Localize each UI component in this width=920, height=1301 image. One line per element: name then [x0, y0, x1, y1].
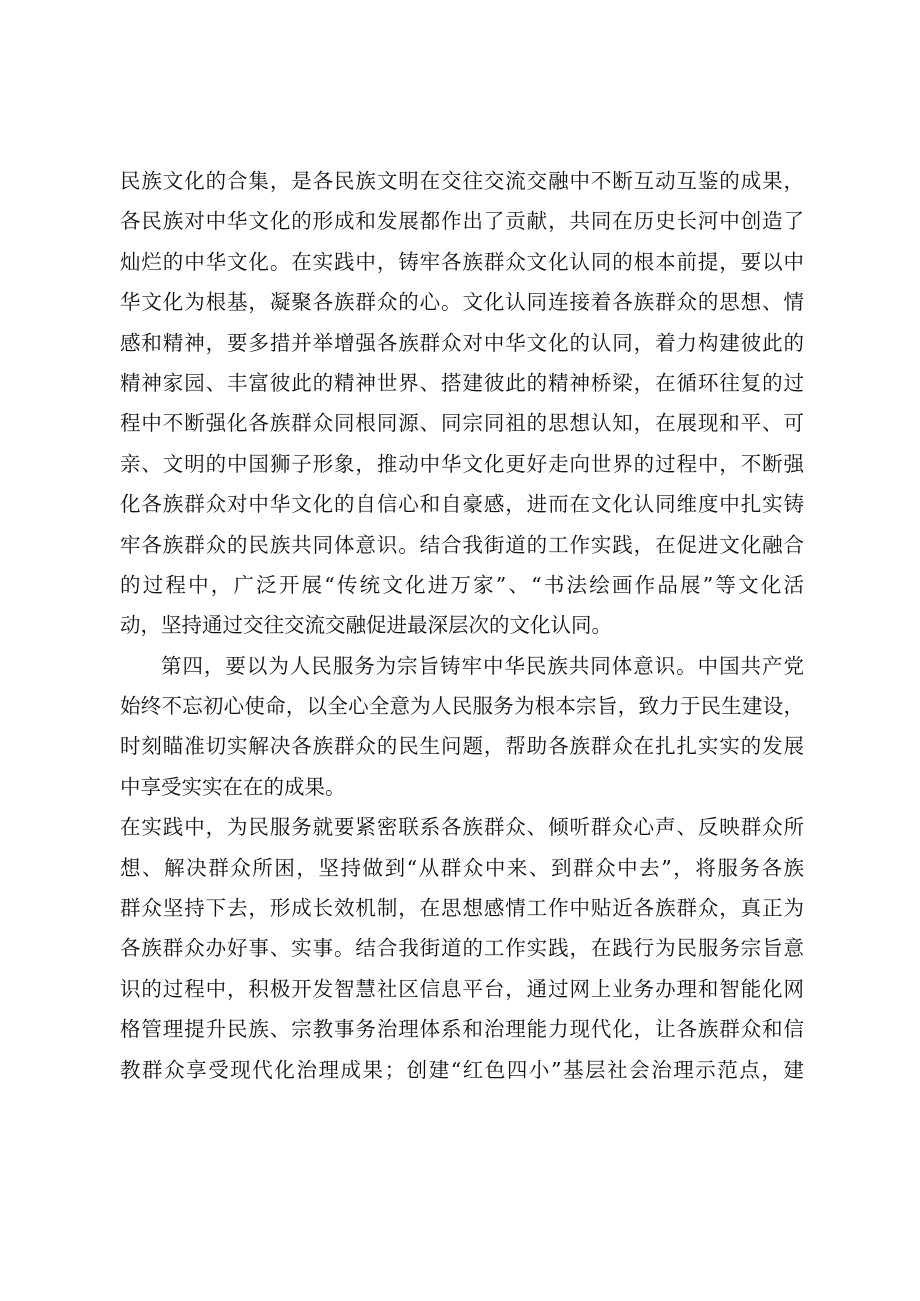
- text-line: 感和精神，要多措并举增强各族群众对中华文化的认同，着力构建彼此的: [120, 330, 804, 355]
- paragraph-serve-the-people: [120, 646, 804, 808]
- text-line: 始终不忘初心使命，以全心全意为人民服务为根本宗旨，致力于民生建设，: [120, 694, 804, 719]
- text-line: 华文化为根基，凝聚各族群众的心。文化认同连接着各族群众的思想、情: [120, 290, 804, 315]
- text-line: 群众坚持下去，形成长效机制，在思想感情工作中贴近各族群众，真正为: [120, 896, 804, 921]
- text-line: 亲、文明的中国狮子形象，推动中华文化更好走向世界的过程中，不断强: [120, 451, 804, 476]
- text-line: 牢各族群众的民族共同体意识。结合我街道的工作实践，在促进文化融合: [120, 532, 804, 557]
- text-line: 化各族群众对中华文化的自信心和自豪感，进而在文化认同维度中扎实铸: [120, 492, 804, 517]
- paragraph-practice: [120, 807, 804, 1090]
- text-line: 识的过程中，积极开发智慧社区信息平台，通过网上业务办理和智能化网: [120, 976, 804, 1001]
- text-line: 格管理提升民族、宗教事务治理体系和治理能力现代化，让各族群众和信: [120, 1017, 804, 1042]
- text-line: 的过程中，广泛开展“传统文化进万家”、“书法绘画作品展”等文化活: [120, 572, 804, 597]
- text-line: 各民族对中华文化的形成和发展都作出了贡献，共同在历史长河中创造了: [120, 209, 804, 234]
- text-line: 在实践中，为民服务就要紧密联系各族群众、倾听群众心声、反映群众所: [120, 815, 804, 840]
- text-line: 第四，要以为人民服务为宗旨铸牢中华民族共同体意识。中国共产党: [161, 653, 804, 678]
- text-line: 中享受实实在在的成果。: [120, 774, 346, 799]
- paragraph-culture-identity: [120, 161, 804, 646]
- text-line: 程中不断强化各族群众同根同源、同宗同祖的思想认知，在展现和平、可: [120, 411, 804, 436]
- text-line: 想、解决群众所困，坚持做到“从群众中来、到群众中去”，将服务各族: [120, 855, 804, 880]
- document-body: [120, 161, 804, 1090]
- text-line: 教群众享受现代化治理成果；创建“红色四小”基层社会治理示范点，建: [120, 1057, 804, 1082]
- text-line: 各族群众办好事、实事。结合我街道的工作实践，在践行为民服务宗旨意: [120, 936, 804, 961]
- text-line: 民族文化的合集，是各民族文明在交往交流交融中不断互动互鉴的成果，: [120, 169, 804, 193]
- text-line: 动，坚持通过交往交流交融促进最深层次的文化认同。: [120, 613, 612, 638]
- text-line: 灿烂的中华文化。在实践中，铸牢各族群众文化认同的根本前提，要以中: [120, 249, 804, 274]
- text-line: 精神家园、丰富彼此的精神世界、搭建彼此的精神桥梁，在循环往复的过: [120, 370, 804, 395]
- text-line: 时刻瞄准切实解决各族群众的民生问题，帮助各族群众在扎扎实实的发展: [120, 734, 804, 759]
